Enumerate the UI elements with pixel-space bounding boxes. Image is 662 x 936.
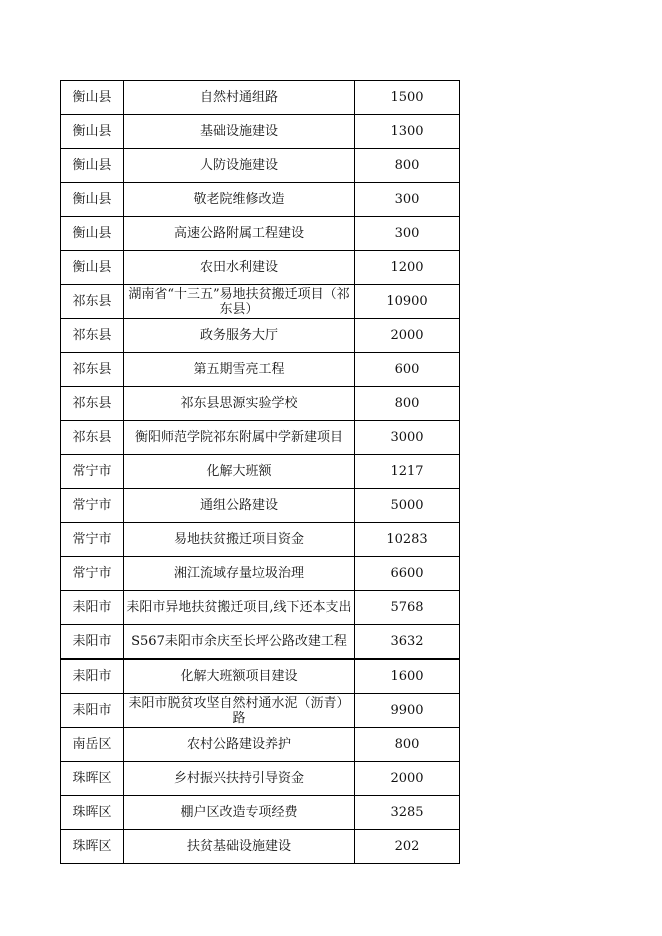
- project-table: [60, 80, 460, 864]
- amount-cell: 1200: [355, 251, 460, 285]
- table-row: [61, 523, 460, 557]
- table-row: [61, 694, 460, 728]
- table-row: [61, 149, 460, 183]
- project-cell: 第五期雪亮工程: [124, 353, 355, 387]
- project-cell: 棚户区改造专项经费: [124, 796, 355, 830]
- table-row: [61, 285, 460, 319]
- project-cell: 耒阳市脱贫攻坚自然村通水泥（沥青）路: [124, 694, 355, 728]
- amount-cell: 5000: [355, 489, 460, 523]
- table-row: [61, 421, 460, 455]
- amount-cell: 5768: [355, 591, 460, 625]
- county-cell: 祁东县: [61, 353, 124, 387]
- county-cell: 耒阳市: [61, 625, 124, 660]
- county-cell: 祁东县: [61, 285, 124, 319]
- project-cell: 化解大班额项目建设: [124, 659, 355, 694]
- county-cell: 衡山县: [61, 183, 124, 217]
- county-cell: 祁东县: [61, 319, 124, 353]
- table-row: [61, 659, 460, 694]
- county-cell: 珠晖区: [61, 796, 124, 830]
- project-cell: 易地扶贫搬迁项目资金: [124, 523, 355, 557]
- amount-cell: 10900: [355, 285, 460, 319]
- county-cell: 常宁市: [61, 455, 124, 489]
- table-row: [61, 591, 460, 625]
- project-cell: 湘江流域存量垃圾治理: [124, 557, 355, 591]
- table-row: [61, 625, 460, 660]
- table-row: [61, 489, 460, 523]
- table-row: [61, 796, 460, 830]
- table-row: [61, 830, 460, 864]
- project-cell: 农村公路建设养护: [124, 728, 355, 762]
- county-cell: 常宁市: [61, 557, 124, 591]
- project-cell: 湖南省“十三五”易地扶贫搬迁项目（祁东县）: [124, 285, 355, 319]
- project-cell: 衡阳师范学院祁东附属中学新建项目: [124, 421, 355, 455]
- amount-cell: 800: [355, 387, 460, 421]
- project-cell: 化解大班额: [124, 455, 355, 489]
- table-row: [61, 353, 460, 387]
- county-cell: 常宁市: [61, 523, 124, 557]
- amount-cell: 2000: [355, 762, 460, 796]
- amount-cell: 1500: [355, 81, 460, 115]
- project-cell: 祁东县思源实验学校: [124, 387, 355, 421]
- table-row: [61, 319, 460, 353]
- county-cell: 南岳区: [61, 728, 124, 762]
- project-cell: 高速公路附属工程建设: [124, 217, 355, 251]
- project-cell: 通组公路建设: [124, 489, 355, 523]
- county-cell: 衡山县: [61, 115, 124, 149]
- county-cell: 常宁市: [61, 489, 124, 523]
- amount-cell: 10283: [355, 523, 460, 557]
- county-cell: 珠晖区: [61, 830, 124, 864]
- amount-cell: 9900: [355, 694, 460, 728]
- amount-cell: 1300: [355, 115, 460, 149]
- project-cell: 政务服务大厅: [124, 319, 355, 353]
- project-cell: 基础设施建设: [124, 115, 355, 149]
- project-cell: 自然村通组路: [124, 81, 355, 115]
- amount-cell: 2000: [355, 319, 460, 353]
- amount-cell: 6600: [355, 557, 460, 591]
- table-row: [61, 183, 460, 217]
- county-cell: 祁东县: [61, 387, 124, 421]
- table-row: [61, 251, 460, 285]
- table-row: [61, 762, 460, 796]
- amount-cell: 300: [355, 217, 460, 251]
- table-row: [61, 557, 460, 591]
- table-row: [61, 81, 460, 115]
- county-cell: 耒阳市: [61, 659, 124, 694]
- county-cell: 衡山县: [61, 149, 124, 183]
- table-row: [61, 455, 460, 489]
- amount-cell: 800: [355, 149, 460, 183]
- amount-cell: 800: [355, 728, 460, 762]
- amount-cell: 1217: [355, 455, 460, 489]
- amount-cell: 300: [355, 183, 460, 217]
- amount-cell: 3000: [355, 421, 460, 455]
- county-cell: 耒阳市: [61, 591, 124, 625]
- county-cell: 祁东县: [61, 421, 124, 455]
- amount-cell: 3285: [355, 796, 460, 830]
- county-cell: 衡山县: [61, 251, 124, 285]
- county-cell: 衡山县: [61, 81, 124, 115]
- project-cell: 敬老院维修改造: [124, 183, 355, 217]
- amount-cell: 600: [355, 353, 460, 387]
- amount-cell: 1600: [355, 659, 460, 694]
- amount-cell: 202: [355, 830, 460, 864]
- county-cell: 耒阳市: [61, 694, 124, 728]
- table-row: [61, 217, 460, 251]
- county-cell: 珠晖区: [61, 762, 124, 796]
- project-cell: 乡村振兴扶持引导资金: [124, 762, 355, 796]
- amount-cell: 3632: [355, 625, 460, 660]
- project-cell: S567耒阳市余庆至长坪公路改建工程: [124, 625, 355, 660]
- project-cell: 扶贫基础设施建设: [124, 830, 355, 864]
- table-row: [61, 115, 460, 149]
- table-row: [61, 728, 460, 762]
- table-row: [61, 387, 460, 421]
- project-cell: 人防设施建设: [124, 149, 355, 183]
- project-cell: 农田水利建设: [124, 251, 355, 285]
- county-cell: 衡山县: [61, 217, 124, 251]
- project-cell: 耒阳市异地扶贫搬迁项目,线下还本支出: [124, 591, 355, 625]
